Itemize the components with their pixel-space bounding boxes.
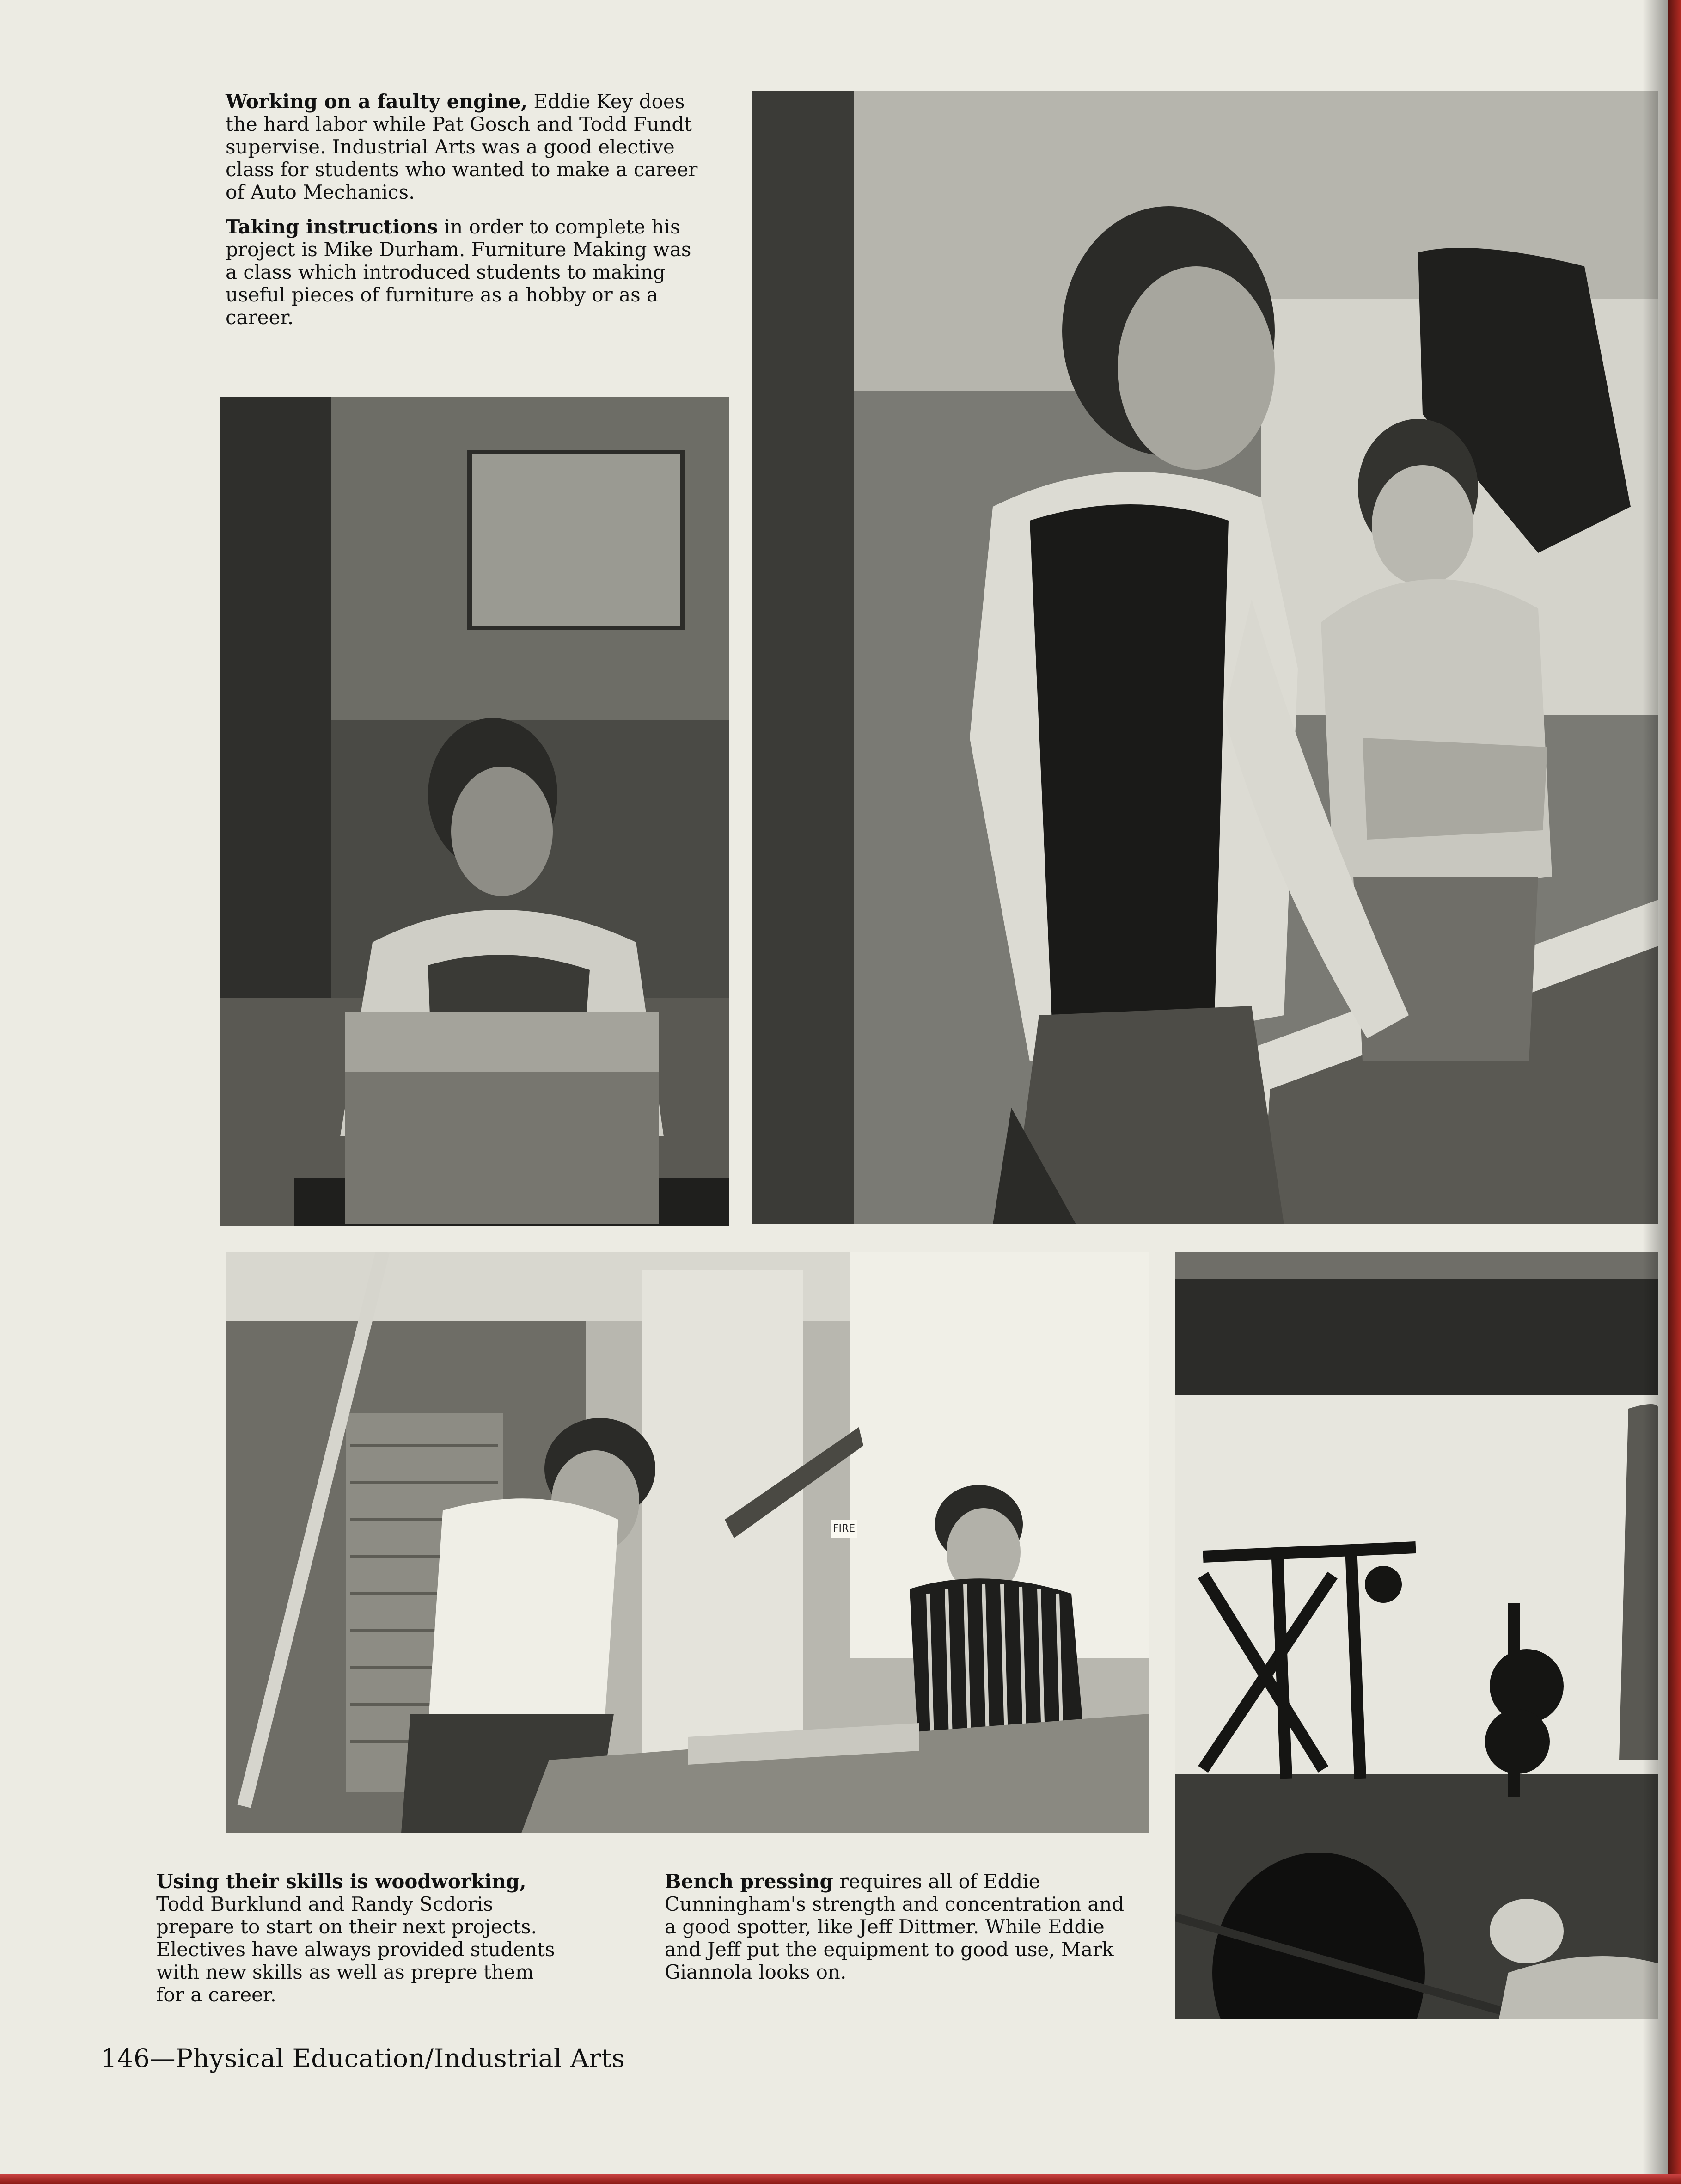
caption-woodworking [156, 1870, 563, 2018]
page-bottom-edge [0, 2174, 1681, 2184]
book-spine [1668, 0, 1681, 2184]
caption-furniture-text: in order to complete his project is Mike Durham. Furniture Making was a class which introduced students to making useful pieces of furniture as a hobby or as a career. [226, 215, 691, 329]
caption-engine-lead: Working on a faulty engine, [226, 90, 528, 113]
caption-engine [226, 90, 702, 341]
caption-bench-press [665, 1870, 1136, 1995]
caption-woodworking-text: Todd Burklund and Randy Scdoris prepare to start on their next projects. Electives have always provided students with new skills as well as prepre them for a career. [156, 1893, 555, 2006]
caption-bench-lead: Bench pressing [665, 1870, 833, 1893]
photo-furniture-making [220, 397, 729, 1226]
fire-sign-text: FIRE [832, 1523, 856, 1534]
caption-woodworking-lead: Using their skills is woodworking, [156, 1870, 526, 1893]
photo-engine-repair [752, 91, 1658, 1224]
caption-engine-text: Eddie Key does the hard labor while Pat Gosch and Todd Fundt supervise. Industrial Arts was a good elective class for students who wanted to make a career of Auto Mechanics. [226, 90, 698, 203]
page-folio: 146—Physical Education/Industrial Arts [101, 2043, 625, 2073]
caption-furniture-lead: Taking instructions [226, 215, 438, 238]
photo-bench-press [1175, 1252, 1658, 2019]
photo-woodworking [226, 1252, 1149, 1833]
spine-shadow [1643, 0, 1668, 2184]
caption-bench-text: requires all of Eddie Cunningham's strength and concentration and a good spotter, like Jeff Dittmer. While Eddie and Jeff put the equipment to good use, Mark Giannola looks on. [665, 1870, 1125, 1983]
